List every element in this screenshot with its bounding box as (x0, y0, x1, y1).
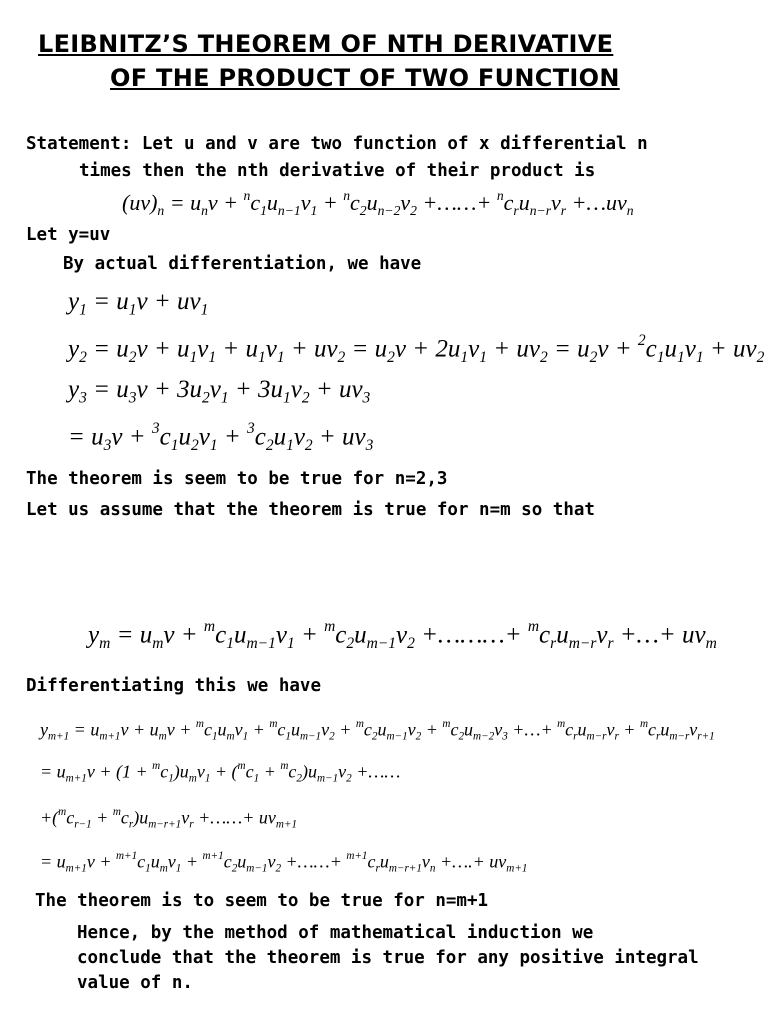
equation-ym1-line3: $+(^mc_{r-1} + ^mc_r)u_{m-r+1}v_r$ +……+ $uv_{m+1}$ (40, 806, 298, 831)
conclusion-line-3: value of n. (77, 973, 193, 993)
equation-ym1-line2: = $u_{m+1}v + (1 + ^mc_1)u_mv_1 + (^mc_1 + ^mc_2)u_{m-1}v_2$ +…… (40, 760, 401, 785)
true-for-m-plus-1: The theorem is to seem to be true for n=m+1 (35, 891, 489, 911)
leibnitz-formula: $(uv)_n = u_nv + ^nc_1u_{n-1}v_1 + ^nc_2u_{n-2}v_2$ +……+ $^nc_ru_{n-r}v_r$ $+\dots uv_n$ (122, 188, 634, 218)
equation-y3-binomial: = $u_3v + ^3c_1u_2v_1 + ^3c_2u_1v_2 + uv_3$ (68, 420, 374, 455)
differentiating-heading: Differentiating this we have (26, 676, 322, 696)
equation-ym1-line4: = $u_{m+1}v + ^{m+1}c_1u_mv_1 + ^{m+1}c_2u_{m-1}v_2$ +……+ $^{m+1}c_ru_{m-r+1}v_n$ +….+ $uv_{m+1}$ (40, 850, 528, 875)
conclusion-line-2: conclude that the theorem is true for any positive integral (77, 948, 699, 968)
equation-y2: $y_2 = u_2v + u_1v_1 + u_1v_1 + uv_2 = u_2v + 2u_1v_1 + uv_2 = u_2v + ^2c_1u_1v_1 + uv_2$ (68, 332, 765, 367)
by-actual-differentiation: By actual differentiation, we have (63, 254, 422, 274)
assume-n-equals-m: Let us assume that the theorem is true for n=m so that (26, 500, 595, 520)
title-line-1: LEIBNITZ’S THEOREM OF NTH DERIVATIVE (38, 30, 614, 58)
equation-y3: $y_3 = u_3v + 3u_2v_1 + 3u_1v_2 + uv_3$ (68, 376, 371, 407)
let-y-uv: Let y=uv (26, 225, 111, 245)
statement-line-2: times then the nth derivative of their product is (79, 161, 596, 181)
equation-ym1: $y_{m+1} = u_{m+1}v + u_mv + ^mc_1u_mv_1 + ^mc_1u_{m-1}v_2 + ^mc_2u_{m-1}v_2 + ^mc_2u_{m-2}v_3$ +…+ $^mc_ru_{m-r}v_r + ^mc_ru_{m-r}v_{r+1}$ (40, 718, 715, 743)
equation-y1: $y_1 = u_1v + uv_1$ (68, 288, 209, 319)
equation-ym: $y_m = u_mv + ^mc_1u_{m-1}v_1 + ^mc_2u_{m-1}v_2$ +………+ $^mc_ru_{m-r}v_r$ +…+ $uv_m$ (88, 618, 717, 653)
true-for-2-3: The theorem is seem to be true for n=2,3 (26, 469, 448, 489)
statement-line-1: Statement: Let u and v are two function of x differential n (26, 134, 648, 154)
conclusion-line-1: Hence, by the method of mathematical induction we (77, 923, 594, 943)
title-line-2: OF THE PRODUCT OF TWO FUNCTION (110, 64, 620, 92)
